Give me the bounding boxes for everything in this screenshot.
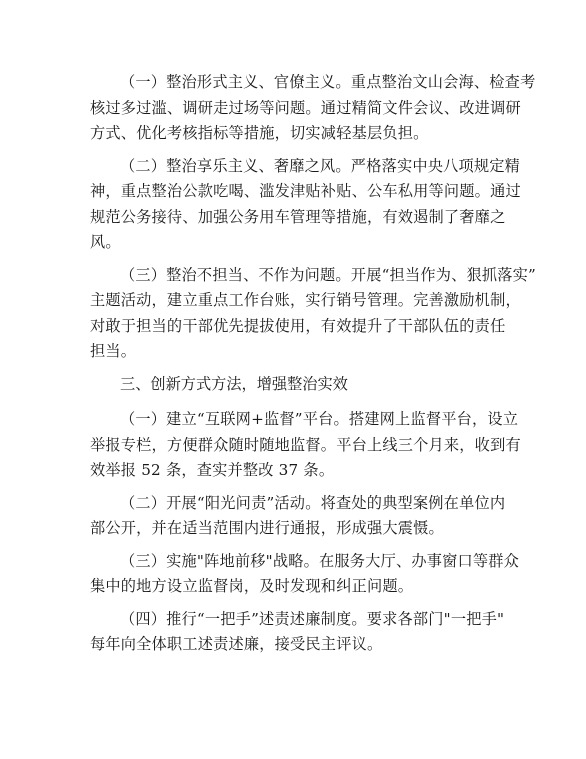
text-line: 集中的地方设立监督岗，及时发现和纠正问题。	[90, 577, 414, 595]
text-line: 效举报 52 条，查实并整改 37 条。	[90, 461, 335, 479]
paragraph-rectify-formalism	[90, 70, 536, 147]
text-line: 风。	[90, 233, 121, 251]
paragraph-rectify-inaction	[90, 263, 537, 365]
text-line: 核过多过滥、调研走过场等问题。通过精简文件会议、改进调研	[90, 98, 521, 117]
text-line: （三）实施"阵地前移"战略。在服务大厅、办事窗口等群众	[120, 551, 520, 570]
paragraph-sunshine-accountability	[90, 491, 506, 542]
text-line: 每年向全体职工述责述廉，接受民主评议。	[90, 635, 383, 653]
paragraph-rectify-hedonism	[90, 154, 521, 256]
text-line: 举报专栏，方便群众随时随地监督。平台上线三个月来，收到有	[90, 435, 521, 454]
text-line: （二）开展“阳光问责”活动。将查处的典型案例在单位内	[120, 493, 506, 512]
text-line: 规范公务接待、加强公务用车管理等措施，有效遏制了奢靡之	[90, 207, 506, 226]
text-line: 对敢于担当的干部优先提拔使用，有效提升了干部队伍的责任	[90, 316, 506, 335]
text-line: （一）整治形式主义、官僚主义。重点整治文山会海、检查考	[120, 73, 536, 91]
text-line: 部公开，并在适当范围内进行通报，形成强大震慑。	[90, 519, 444, 537]
paragraph-forward-position	[90, 549, 520, 600]
paragraph-leader-report	[90, 607, 505, 658]
text-line: 担当。	[90, 342, 137, 360]
text-line: 神，重点整治公款吃喝、滥发津贴补贴、公车私用等问题。通过	[90, 182, 521, 200]
text-line: （四）推行“一把手”述责述廉制度。要求各部门"一把手"	[120, 609, 505, 628]
document-body	[90, 70, 537, 665]
text-line: 主题活动，建立重点工作台账，实行销号管理。完善激励机制，	[90, 291, 521, 309]
text-line: （二）整治享乐主义、奢靡之风。严格落实中央八项规定精	[120, 156, 521, 175]
text-line: 方式、优化考核指标等措施，切实减轻基层负担。	[90, 124, 429, 142]
paragraph-internet-supervision	[90, 407, 521, 484]
text-line: （一）建立“互联网+监督”平台。搭建网上监督平台，设立	[120, 410, 519, 428]
section-heading: 三、创新方式方法，增强整治实效	[120, 374, 348, 393]
text-line: （三）整治不担当、不作为问题。开展“担当作为、狠抓落实”	[120, 265, 537, 284]
